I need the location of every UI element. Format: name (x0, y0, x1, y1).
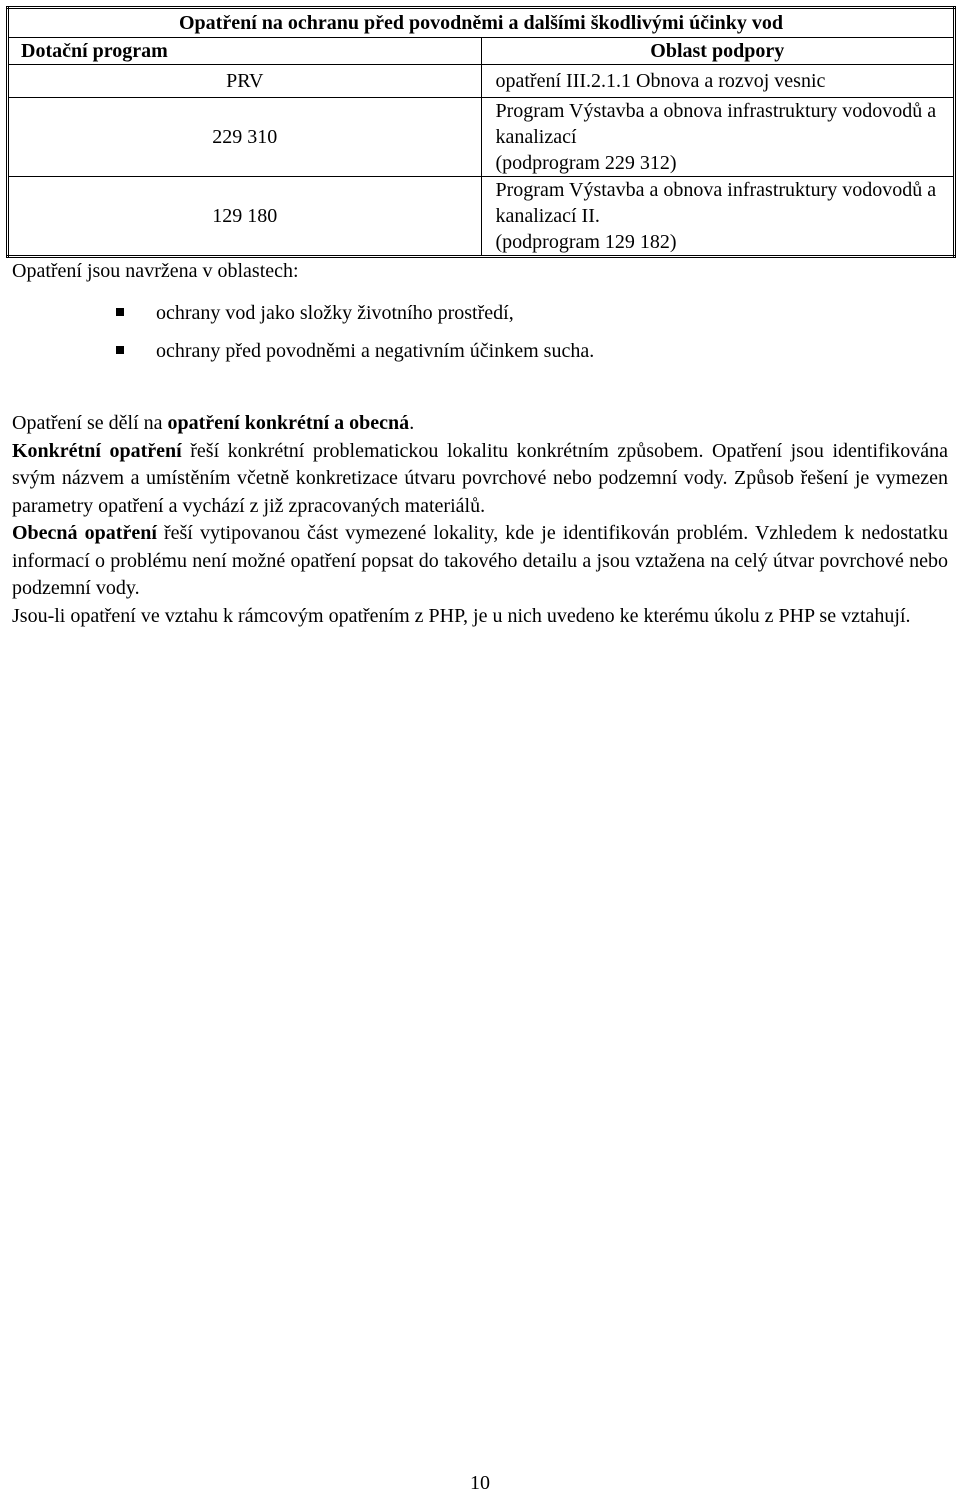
table-title: Opatření na ochranu před povodněmi a dalšími škodlivými účinky vod (8, 8, 955, 38)
list-item-text: ochrany vod jako složky životního prostředí, (156, 302, 514, 324)
support-area-line: (podprogram 129 182) (495, 231, 677, 253)
support-area-line: Program Výstavba a obnova infrastruktury vodovodů a kanalizací (495, 100, 937, 148)
page-number: 10 (470, 1472, 490, 1494)
table-row (8, 65, 955, 98)
body-text (12, 410, 948, 630)
intro-text: Opatření jsou navržena v oblastech: (12, 260, 299, 282)
header-program: Dotační program (8, 38, 482, 65)
list-item (112, 338, 594, 376)
list-item-text: ochrany před povodněmi a negativním účinkem sucha. (156, 340, 595, 362)
square-bullet-icon (116, 346, 124, 354)
support-area (481, 98, 955, 177)
support-area-line: opatření III.2.1.1 Obnova a rozvoj vesnic (495, 70, 826, 92)
table-row (8, 98, 955, 177)
program-code: 229 310 (8, 98, 482, 177)
paragraph-division: Opatření se dělí na opatření konkrétní a obecná. (12, 412, 415, 434)
table-row (8, 177, 955, 257)
support-area-line: Program Výstavba a obnova infrastruktury vodovodů a kanalizací II. (495, 179, 937, 227)
paragraph-general-measures: Obecná opatření řeší vytipovanou část vymezené lokality, kde je identifikován problém. Vzhledem k nedostatku informací o problému není možné opatření popsat do takového detailu a jsou vztažena na celý útvar povrchové nebo podzemní vody. (12, 522, 948, 599)
support-area-line: (podprogram 229 312) (495, 152, 677, 174)
program-code: 129 180 (8, 177, 482, 257)
table-header-row (8, 38, 955, 65)
support-area (481, 177, 955, 257)
program-code: PRV (8, 65, 482, 98)
area-list (112, 300, 594, 376)
paragraph-php-relation: Jsou-li opatření ve vztahu k rámcovým opatřením z PHP, je u nich uvedeno ke kterému úkolu z PHP se vztahují. (12, 604, 911, 627)
paragraph-specific-measures: Konkrétní opatření řeší konkrétní problematickou lokalitu konkrétním způsobem. Opatření jsou identifikována svým názvem a umístěním včetně konkretizace útvaru povrchové nebo podzemní vody. Způsob řešení je vymezen parametry opatření a vychází z již zpracovaných materiálů. (12, 439, 948, 517)
square-bullet-icon (116, 308, 124, 316)
header-area: Oblast podpory (481, 38, 955, 65)
support-area (481, 65, 955, 98)
list-item (112, 300, 594, 338)
support-programs-table (6, 6, 956, 258)
